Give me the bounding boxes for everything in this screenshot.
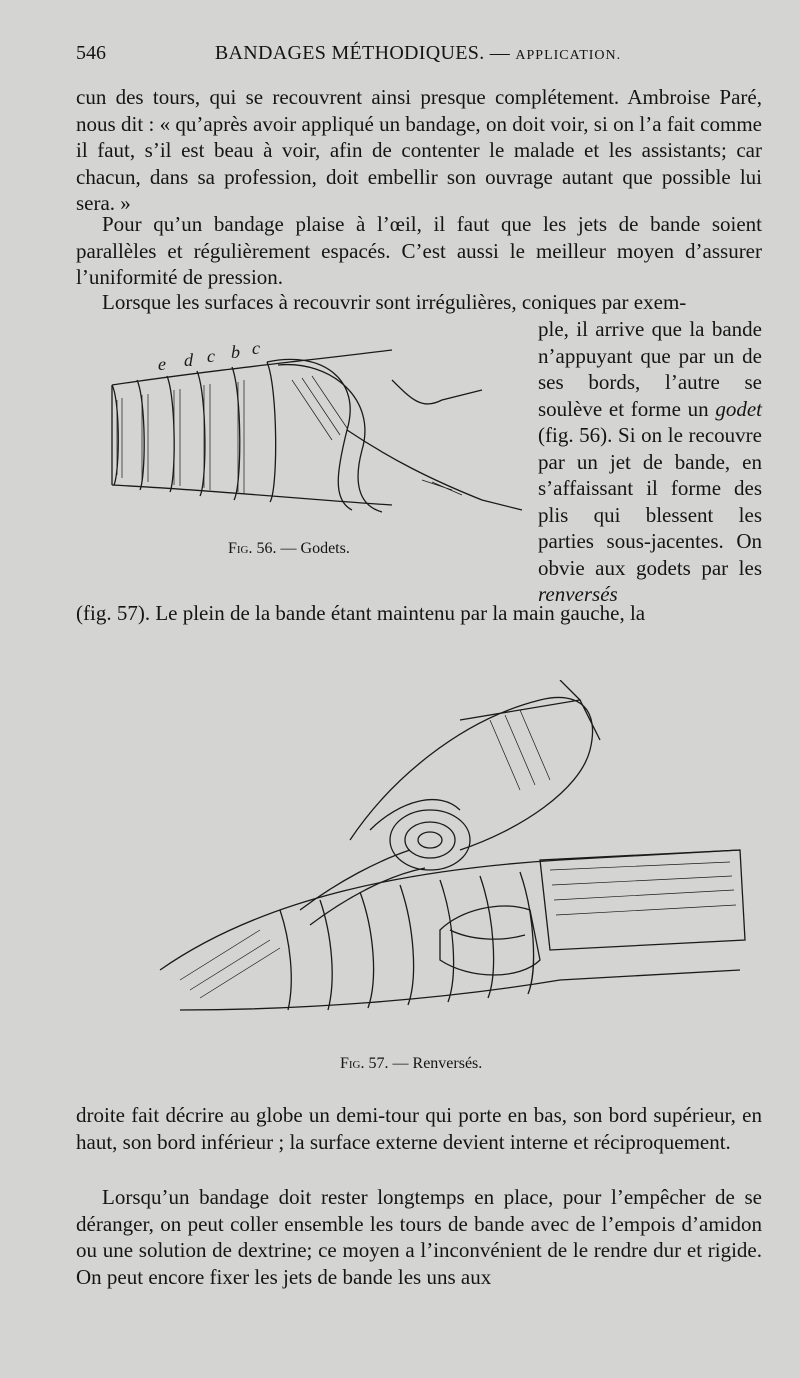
running-header bbox=[76, 42, 760, 76]
figure-56-caption bbox=[228, 540, 350, 558]
figure-57-renverses-illustration bbox=[140, 680, 760, 1050]
side-text-a: ple, il arrive que la bande n’appuyant que par un de ses bords, l’autre se soulève et forme un bbox=[538, 317, 762, 421]
figure-56-letter-b: b bbox=[231, 342, 240, 362]
figure-57-caption bbox=[340, 1055, 482, 1073]
paragraph-3-first-line: Lorsque les surfaces à recouvrir sont irrégulières, coniques par exem- bbox=[102, 290, 687, 314]
figure-56-label: Fig. 56. bbox=[228, 540, 277, 557]
figure-56-letter-d: d bbox=[184, 350, 193, 370]
figure-56-letter-e: e bbox=[158, 354, 166, 374]
paragraph-1: cun des tours, qui se recouvrent ainsi presque complétement. Ambroise Paré, nous dit : « qu’après avoir appliqué un bandage, on doit voir, si on l’a fait comme il faut, s’il est beau à voir, afin de contenter le malade et les assistants; car chacun, dans sa profession, doit embellir son ouvrage autant que possible lui sera. » bbox=[76, 85, 762, 215]
side-text-em-renverses: renversés bbox=[538, 582, 618, 606]
running-title bbox=[76, 42, 760, 65]
running-title-sub: APPLICATION. bbox=[515, 48, 622, 63]
paragraph-5: Lorsqu’un bandage doit rester longtemps en place, pour l’empêcher de se déranger, on peut coller ensemble les tours de bande avec de l’empois d’amidon ou une solution de dextrine; ce moyen a l’inconvénient de le rendre dur et rigide. On peut encore fixer les jets de bande les uns aux bbox=[76, 1185, 762, 1289]
paragraph-3-continuation: (fig. 57). Le plein de la bande étant maintenu par la main gauche, la bbox=[76, 601, 646, 625]
figure-56-letter-c2: c bbox=[252, 340, 260, 358]
side-text-b: (fig. 56). Si on le recouvre par un jet de bande, en s’affaissant il forme des plis qui blessent les parties sous-jacentes. On obvie aux godets par les bbox=[538, 423, 762, 580]
paragraph-3-side-column bbox=[538, 316, 762, 608]
figure-56-godets-illustration bbox=[92, 340, 532, 530]
side-text-em-godet: godet bbox=[715, 396, 762, 421]
figure-56-letter-c: c bbox=[207, 346, 215, 366]
paragraph-4: droite fait décrire au globe un demi-tour qui porte en bas, son bord supérieur, en haut, son bord inférieur ; la surface externe devient interne et réciproquement. bbox=[76, 1103, 762, 1154]
page-number: 546 bbox=[76, 42, 106, 64]
figure-56-caption-text: — Godets. bbox=[276, 540, 350, 557]
running-title-main: BANDAGES MÉTHODIQUES. bbox=[214, 42, 485, 64]
paragraph-2: Pour qu’un bandage plaise à l’œil, il faut que les jets de bande soient parallèles et régulièrement espacés. C’est aussi le meilleur moyen d’assurer l’uniformité de pression. bbox=[76, 212, 762, 289]
running-title-separator: — bbox=[484, 42, 516, 64]
figure-57-caption-text: — Renversés. bbox=[388, 1055, 483, 1072]
figure-57-label: Fig. 57. bbox=[340, 1055, 389, 1072]
